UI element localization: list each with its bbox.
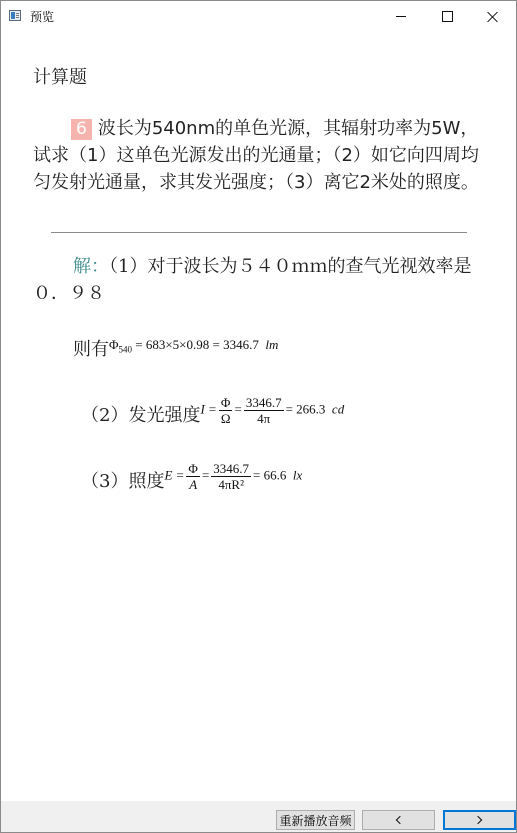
formula-expression [109, 337, 278, 355]
formula-value: = 66.6 [253, 467, 287, 482]
formula-unit: lm [265, 337, 279, 352]
close-button[interactable] [470, 1, 516, 32]
maximize-button[interactable] [424, 1, 470, 32]
answer-text [33, 253, 495, 307]
fraction-denominator: 4πR² [218, 476, 244, 492]
question-segment: 2 [341, 145, 353, 166]
question-segment: 1 [87, 145, 99, 166]
question-segment: 540nm [151, 118, 216, 139]
chevron-left-icon [396, 816, 404, 824]
formula-luminous-flux [73, 335, 278, 361]
formula-expression: E = $\frac{\Phi}{A}$ = $\frac{3346.7}{\text{4πR²}}$ = 66.6 lx [164, 460, 303, 492]
formula-illuminance [81, 460, 303, 500]
previous-button[interactable] [362, 810, 435, 830]
fraction-numerator: 3346.7 [213, 460, 250, 476]
question-segment: 3 [294, 172, 306, 193]
section-heading: 计算题 [33, 67, 87, 88]
question-number-badge: 6 [71, 119, 92, 140]
formula-fraction [186, 461, 200, 492]
formula-fraction [211, 461, 251, 492]
formula-unit: lx [292, 467, 303, 482]
window-title: 预览 [30, 10, 55, 24]
fraction-denominator: Ω [220, 410, 231, 426]
question-segment: 米处的照度。 [370, 172, 479, 193]
formula-symbol: Φ [109, 337, 119, 352]
bottom-toolbar [1, 801, 516, 832]
maximize-icon [442, 11, 453, 22]
question-segment: 的单色光源，其辐射功率为 [215, 118, 432, 139]
formula-subscript: 540 [118, 344, 133, 355]
formula-prefix: 则有 [73, 339, 109, 360]
formula-value: = 683×5×0.98 = 3346.7 [135, 337, 259, 352]
chevron-right-icon [474, 816, 482, 824]
replay-audio-button[interactable]: 重新播放音频 [276, 810, 355, 830]
question-segment: 5W [431, 118, 461, 139]
close-icon [487, 11, 499, 23]
title-bar[interactable] [1, 1, 516, 32]
formula-symbol: E = [164, 467, 185, 482]
minimize-icon [396, 16, 406, 17]
fraction-numerator: Φ [220, 394, 231, 410]
formula-unit: cd [331, 401, 345, 416]
question-segment: ）离它 [305, 172, 360, 193]
question-segment: ）如它向四周均匀发射光通量，求其发光强度；（ [33, 145, 479, 193]
question-text [33, 115, 495, 196]
formula-symbol: I = [200, 401, 217, 416]
formula-intensity [81, 394, 345, 434]
formula-fraction [219, 395, 233, 426]
minimize-button[interactable] [378, 1, 424, 32]
formula-prefix: （3）照度 [81, 471, 165, 492]
answer-label: 解： [73, 256, 109, 277]
divider [51, 232, 467, 233]
fraction-denominator: A [189, 476, 198, 492]
fraction-numerator: 3346.7 [245, 394, 282, 410]
formula-prefix: （2）发光强度 [81, 405, 201, 426]
next-button[interactable] [443, 810, 516, 830]
question-segment: 波长为 [97, 118, 152, 139]
question-segment: 2 [359, 172, 371, 193]
answer-body: （1）对于波长为５４０ｍｍ的查气光视效率是０．９８ [33, 256, 472, 304]
formula-expression: I = $\frac{\Phi}{\Omega}$ = $\frac{3346.7}{4\pi}$ = 266.3 cd [200, 394, 345, 426]
formula-fraction [244, 395, 284, 426]
question-segment: ，试求（ [33, 118, 479, 166]
preview-app-icon [9, 10, 21, 21]
fraction-numerator: Φ [188, 460, 198, 476]
fraction-denominator: 4π [257, 410, 271, 426]
formula-value: = 266.3 [285, 401, 326, 416]
question-segment: ）这单色光源发出的光通量；（ [98, 145, 342, 166]
